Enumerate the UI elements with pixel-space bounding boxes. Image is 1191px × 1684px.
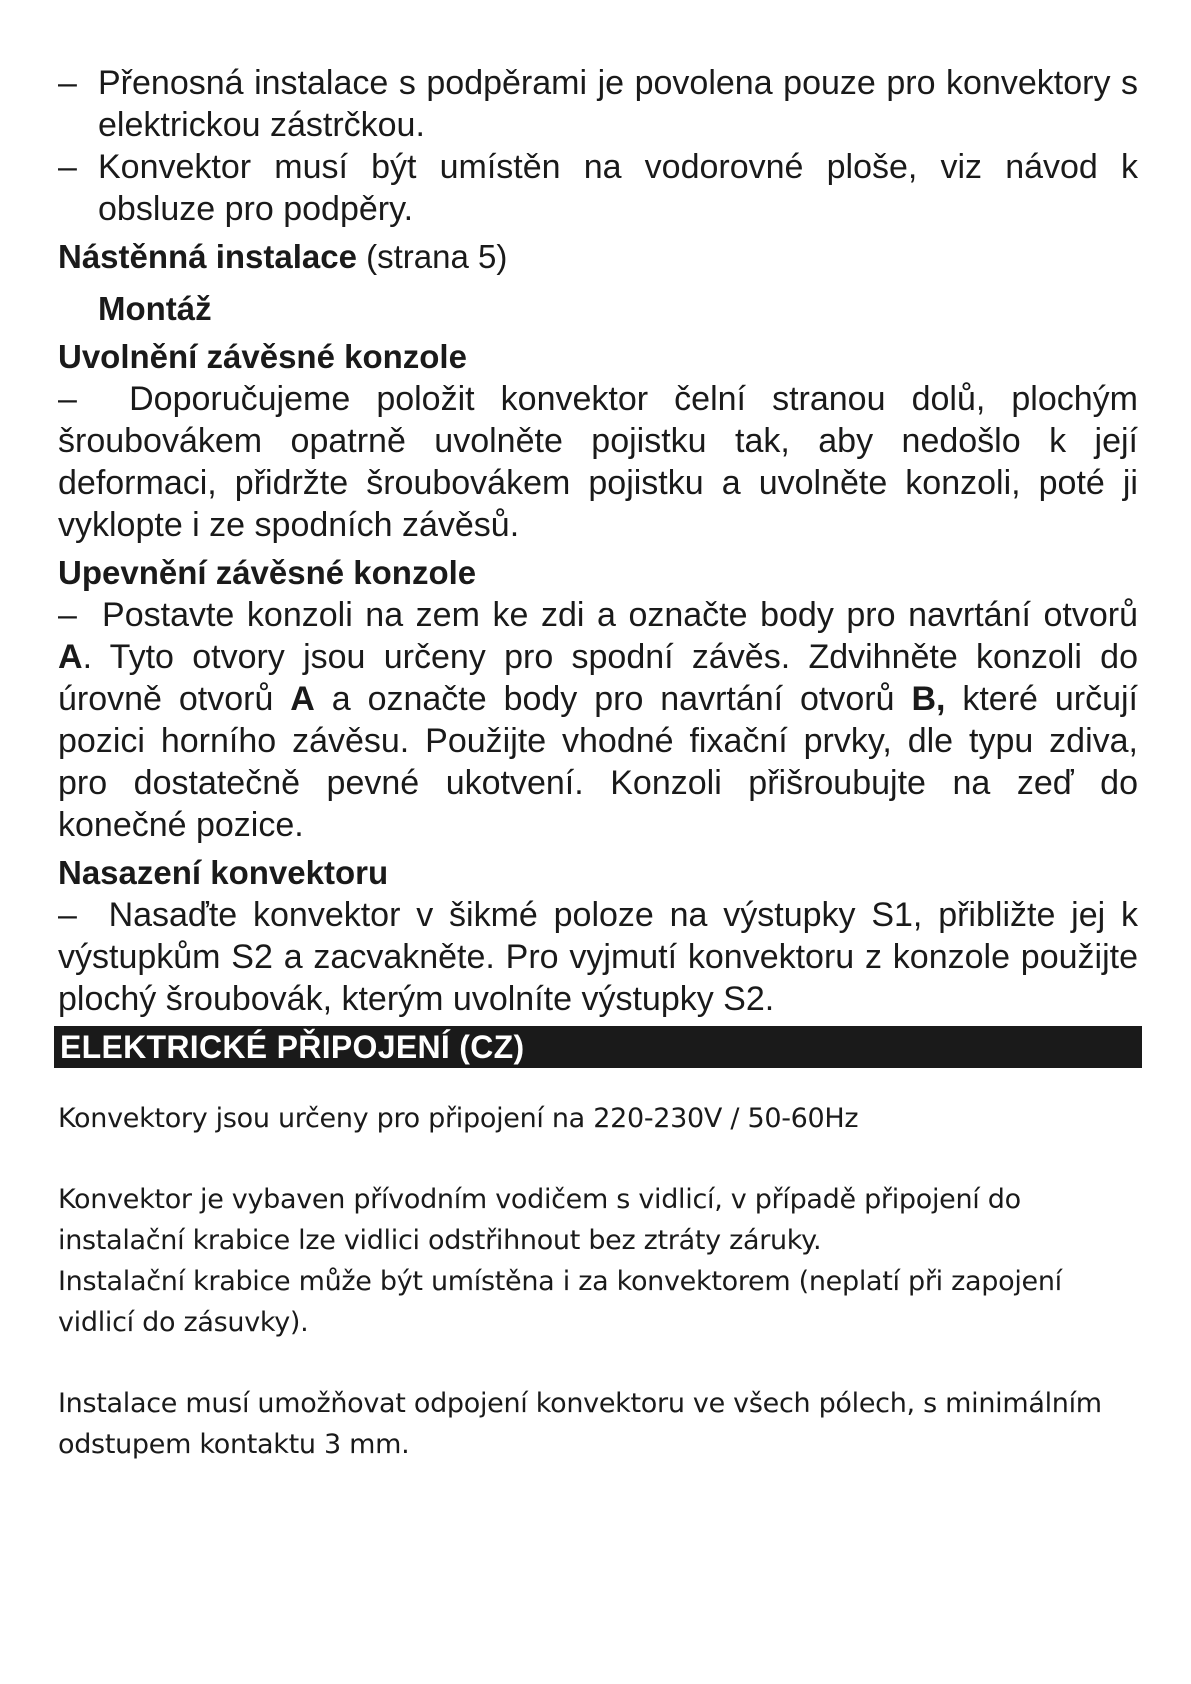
fix-bracket-text: [58, 594, 1138, 846]
attach-convector-text: [58, 894, 1138, 1020]
mount-heading: Montáž: [98, 290, 212, 327]
electrical-box-text: Instalační krabice může být umístěna i za konvektorem (neplatí při zapojení vidlicí do zásuvky).: [58, 1266, 1062, 1338]
attach-convector-body: Nasaďte konvektor v šikmé poloze na výstupky S1, přibližte jej k výstupkům S2 a zacvakněte. Pro vyjmutí konvektoru z konzole použijte plochý šroubovák, kterým uvolníte výstupky S2.: [58, 896, 1138, 1018]
electrical-disconnect-text: Instalace musí umožňovat odpojení konvektoru ve všech pólech, s minimálním odstupem kontaktu 3 mm.: [58, 1388, 1102, 1460]
release-bracket-heading: Uvolnění závěsné konzole: [58, 338, 467, 375]
bullet-horizontal-surface: [58, 146, 1138, 230]
fix-text-part: Postavte konzoli na zem ke zdi a označte body pro navrtání otvorů: [102, 596, 1138, 634]
dash-glyph: –: [58, 596, 77, 634]
electrical-cord-text: Konvektor je vybaven přívodním vodičem s vidlicí, v případě připojení do instalační krabice lze vidlici odstřihnout bez ztráty záruky.: [58, 1184, 1021, 1256]
release-bracket-body: Doporučujeme položit konvektor čelní stranou dolů, plochým šroubovákem opatrně uvolněte pojistku tak, aby nedošlo k její deformaci, přidržte šroubovákem pojistku a uvolněte konzoli, poté ji vyklopte i ze spodních závěsů.: [58, 380, 1138, 544]
hole-label-a: A: [58, 638, 83, 676]
wall-install-heading-page: (strana 5): [356, 238, 508, 275]
hole-label-b: B,: [911, 680, 946, 718]
fix-text-part: které určují pozici horního závěsu. Použijte vhodné fixační prvky, dle typu zdiva, pro dostatečně pevné ukotvení. Konzoli přišroubujte na zeď do konečné pozice.: [58, 680, 1138, 844]
dash-glyph: –: [58, 896, 77, 934]
bullet-dash: –: [58, 64, 77, 102]
bullet-text: Konvektor musí být umístěn na vodorovné ploše, viz návod k obsluze pro podpěry.: [98, 148, 1138, 228]
electrical-voltage-text: Konvektory jsou určeny pro připojení na 220-230V / 50-60Hz: [58, 1103, 859, 1134]
dash-glyph: –: [58, 380, 77, 418]
hole-label-a: A: [290, 680, 315, 718]
fix-bracket-heading: Upevnění závěsné konzole: [58, 554, 477, 591]
document-page: [58, 62, 1138, 1465]
fix-text-part: . Tyto otvory jsou určeny pro spodní závěs. Zdvihněte konzoli do úrovně otvorů: [58, 638, 1138, 718]
release-bracket-text: [58, 378, 1138, 546]
bullet-dash: –: [58, 148, 77, 186]
bullet-portable-install: [58, 62, 1138, 146]
wall-install-heading: [58, 236, 1138, 278]
attach-convector-heading: Nasazení konvektoru: [58, 854, 389, 891]
bullet-text: Přenosná instalace s podpěrami je povolena pouze pro konvektory s elektrickou zástrčkou.: [98, 64, 1138, 144]
wall-install-heading-bold: Nástěnná instalace: [58, 238, 357, 275]
electrical-section-title: ELEKTRICKÉ PŘIPOJENÍ (CZ): [54, 1026, 1142, 1068]
fix-text-part: a označte body pro navrtání otvorů: [314, 680, 912, 718]
